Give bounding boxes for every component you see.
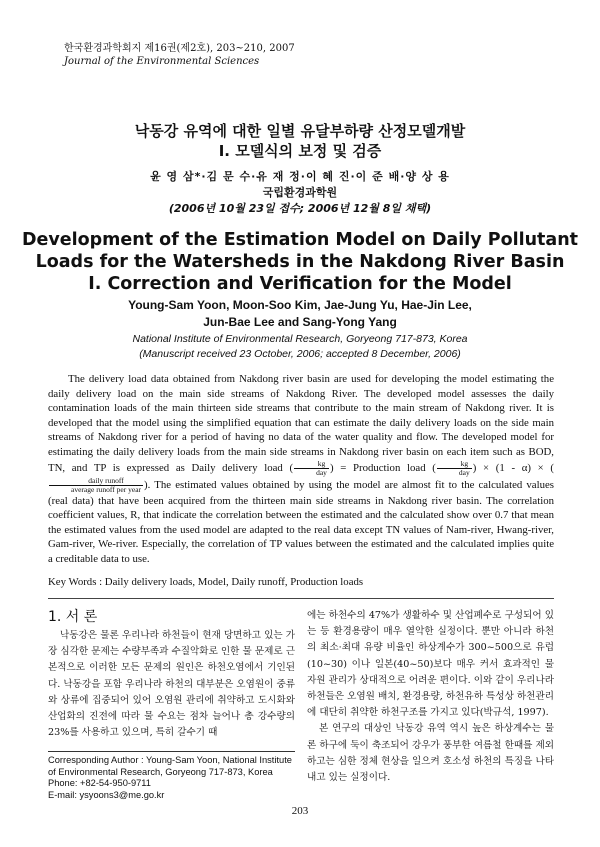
corresponding-author-footnote xyxy=(48,755,295,801)
korean-institution: 국립환경과학원 xyxy=(262,186,338,199)
fraction-denominator: day xyxy=(316,467,327,477)
equation-production: ) = Production load ( xyxy=(329,461,436,474)
abstract-text-1: The delivery load data obtained from Nakdong river basin are used for developing the model estimating the daily delivery load on the main side streams of Nakdong River. The developed model assesses the daily contamination loads of the main thirteen side streams that contribute to the main stream of Nakdong river. It is developed that the model using the simplified equation that can estimate the daily delivery loads on the side main streams of Nakdong river for a period of having no data of the water quality and flow. The developed model for estimating the daily delivery loads from the main side streams in Nakdong river basin on each item such as BOD, TN, and TP is expressed as Daily delivery load xyxy=(48,373,554,474)
kg-per-day-fraction xyxy=(294,460,329,477)
footnote-phone: Phone: +82-54-950-9711 xyxy=(48,778,151,789)
abstract-text-2: . The estimated values obtained by using the model are almost fit to the calculated values (real data) that have been acquired from the thirteen main side streams in Nakdong river basin. The correlation coefficient values, R, that indicate the correlation between the estimated and the calculated show over 0.7 that mean the estimated values from the used model are adapted to the real data except TN values of Nam-river, Hwang-river, Gam-river, We-river. Especially, the correlation of TP values between the estimated and the calculated implies quite a creditable data to use. xyxy=(48,478,554,565)
footnote-line-2: of Environmental Research, Goryeong 717-873, Korea xyxy=(48,766,273,777)
korean-title-line-2: Ⅰ. 모델식의 보정 및 검증 xyxy=(218,142,382,160)
korean-title-line-1: 낙동강 유역에 대한 일별 유달부하량 산정모델개발 xyxy=(134,122,466,140)
introduction-heading: 1. 서 론 xyxy=(48,609,98,625)
left-column xyxy=(48,608,295,741)
english-title-line-2: Loads for the Watersheds in the Nakdong River Basin xyxy=(35,252,565,272)
abstract xyxy=(48,372,554,567)
fraction-numerator: kg xyxy=(294,460,329,469)
english-title-line-1: Development of the Estimation Model on Daily Pollutant xyxy=(21,230,579,250)
english-title-line-3: Ⅰ. Correction and Verification for the Model xyxy=(88,274,512,294)
english-institution: National Institute of Environmental Research, Goryeong 717-873, Korea xyxy=(132,333,468,345)
intro-paragraph-right-2: 본 연구의 대상인 낙동강 유역 역시 높은 하상계수는 물론 하구에 둑이 축조되어 강우가 풍부한 여름철 한때를 제외하고는 심한 정체 현상을 일으켜 호소성 하천의 특징을 나타내고 있는 실정이다. xyxy=(307,723,554,784)
page-number: 203 xyxy=(291,805,309,817)
abstract-paragraph: The delivery load data obtained from Nakdong river basin are used for developing the model estimating the daily delivery load on the main side streams of Nakdong River. The developed model assesses the daily contamination loads of the main thirteen side streams that contribute to the main stream of Nakdong river. It is developed that the model using the simplified equation that can estimate the daily delivery loads on the side main streams of Nakdong river for a period of having no data of the water quality and flow. The developed model for estimating the daily delivery loads from the main side streams in Nakdong river basin on each item such as BOD, TN, and TP is expressed as Daily delivery load ( $\frac{kg}{\text{day}}$ ) = Production load ( $\frac{kg}{\text{day}}$ ) × (1 - α) × ( $\frac{\text{daily runoff}}{\text{average runoff per year}}$ ). The estimated values obtained by using the model are almost fit to the calculated values (real data) that have been acquired from the thirteen main side streams in Nakdong river basin. The correlation coefficient values, R, that indicate the correlation between the estimated and the calculated show over 0.7 that mean the estimated values from the used model are adapted to the real data except TN values of Nam-river, Hwang-river, Gam-river, We-river. Especially, the correlation of TP values between the estimated and the calculated implies quite a creditable data to use. xyxy=(48,373,555,565)
english-authors-line-2: Jun-Bae Lee and Sang-Yong Yang xyxy=(203,315,397,329)
fraction-denominator-2: day xyxy=(458,467,470,477)
runoff-denominator: average runoff per year xyxy=(71,484,142,494)
intro-paragraph-left: 낙동강은 물론 우리나라 하천들이 현재 당면하고 있는 가장 심각한 문제는 수량부족과 수질악화로 인한 물 문제로 근본적으로 이러한 모든 문제의 원인은 하천오염에서 기인된다. 낙동강을 포함 우리나라 하천의 대부분은 오염원이 중류와 상류에 집중되어 있어 오염원 관리에 취약하고 도시화와 산업화의 진전에 따라 물 수요는 점차 늘어나 총 강수량의 23%를 사용하고 있으며, 특히 갈수기 때 xyxy=(48,630,295,739)
manuscript-dates: (Manuscript received 23 October, 2006; accepted 8 December, 2006) xyxy=(139,348,461,360)
korean-authors: 윤 영 삼*·김 문 수·유 재 정·이 혜 진·이 준 배·양 상 용 xyxy=(150,170,450,183)
korean-received-dates: (2006년 10월 23일 접수; 2006년 12월 8일 채택) xyxy=(168,202,432,215)
footnote-line-1: Corresponding Author : Young-Sam Yoon, National Institute xyxy=(48,755,292,765)
english-authors-line-1: Young-Sam Yoon, Moon-Soo Kim, Jae-Jung Yu, Hae-Jin Lee, xyxy=(128,298,472,312)
kg-per-day-fraction-2 xyxy=(437,460,472,477)
journal-name: Journal of the Environmental Sciences xyxy=(64,56,260,67)
equation-alpha-term: ) × (1 - α) × ( xyxy=(472,461,555,474)
keywords: Key Words : Daily delivery loads, Model, Daily runoff, Production loads xyxy=(48,576,364,588)
equation-close: ) xyxy=(144,478,148,491)
runoff-numerator: daily runoff xyxy=(49,477,143,486)
section-divider xyxy=(48,598,554,599)
intro-paragraph-right-1: 에는 하천수의 47%가 생활하수 및 산업폐수로 구성되어 있는 등 환경용량이 매우 열악한 실정이다. 뿐만 아니라 하천의 최소·최대 유량 비율인 하상계수가 300~500으로 유럽(10~30) 이나 일본(40~50)보다 매우 커서 효과적인 물 자원 관리가 상대적으로 어려운 편이다. 이와 같이 우리나라 하천들은 오염원 배치, 환경용량, 하천유하 특성상 하천관리에 대단히 취약한 하천구조를 가지고 있다(박규석, 1997). xyxy=(307,610,554,719)
runoff-ratio-fraction xyxy=(49,477,143,494)
footnote-email: E-mail: ysyoons3@me.go.kr xyxy=(48,789,165,800)
right-column xyxy=(307,608,554,786)
footnote-rule xyxy=(48,751,295,752)
journal-header xyxy=(64,42,295,68)
journal-citation: 한국환경과학회지 제16권(제2호), 203~210, 2007 xyxy=(64,43,295,54)
fraction-numerator-2: kg xyxy=(437,460,472,469)
